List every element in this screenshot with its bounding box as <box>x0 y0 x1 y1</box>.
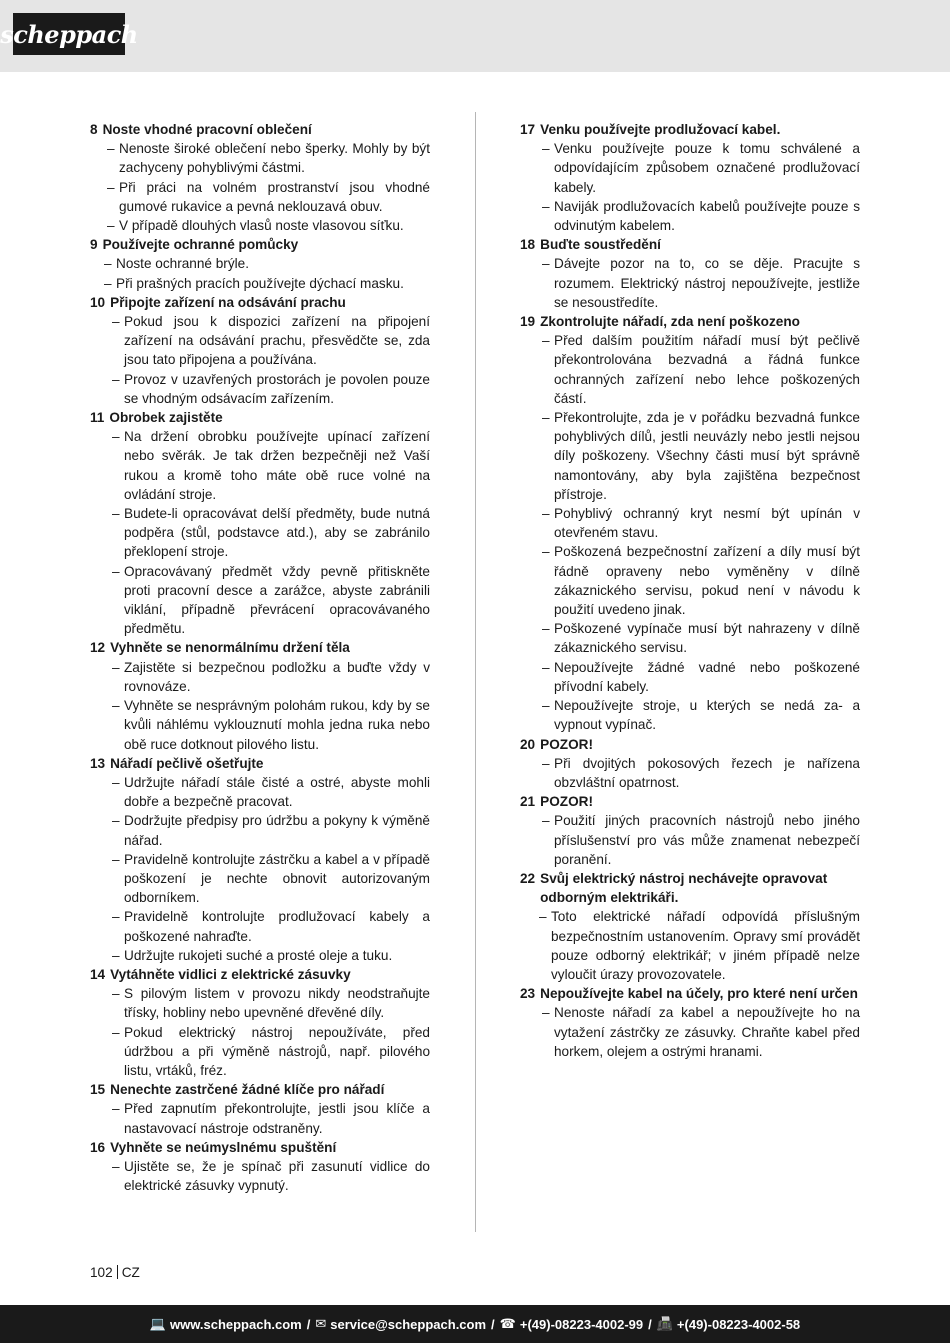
dash-bullet: – <box>112 506 120 522</box>
list-item-text: Nepoužívejte žádné vadné nebo poškozené přívodní kabely. <box>554 659 860 694</box>
contact-text: +(49)-08223-4002-99 <box>519 1316 644 1332</box>
section-number: 11 <box>90 410 105 426</box>
list-item-text: Toto elektrické nářadí odpovídá příslušným bezpečnostním ustanovením. Opravy smí provádět pouze odborný elektrikář; v jiném případě nelze vyloučit úrazy provozovatele. <box>551 909 860 982</box>
section-number: 17 <box>520 122 536 137</box>
safety-section-19 <box>520 312 860 734</box>
list-item <box>90 254 430 273</box>
list-item-text: Nenoste nářadí za kabel a nepoužívejte ho na vytažení zástrčky ze zásuvky. Chraňte kabel před horkem, olejem a ostrými hranami. <box>554 1005 860 1059</box>
section-heading <box>90 408 430 427</box>
section-number: 10 <box>90 294 106 310</box>
list-item <box>90 178 430 216</box>
section-heading <box>520 735 860 754</box>
list-item <box>520 696 860 734</box>
list-item-text: Při práci na volném prostranství jsou vhodné gumové rukavice a pevná neklouzavá obuv. <box>119 179 430 214</box>
list-item <box>520 254 860 312</box>
dash-bullet: – <box>542 410 550 426</box>
list-item <box>90 1157 430 1195</box>
fax-icon: 📠 <box>656 1316 673 1331</box>
safety-section-9 <box>90 235 430 293</box>
dash-bullet: – <box>107 179 115 195</box>
list-item <box>90 658 430 696</box>
list-item-text: Při dvojitých pokosových řezech je nařízena obzvláštní opatrnost. <box>554 755 860 790</box>
safety-section-22 <box>520 869 860 984</box>
list-item-text: Provoz v uzavřených prostorách je povolen pouze se vhodným odsávacím zařízením. <box>124 371 430 406</box>
list-item-text: Použití jiných pracovních nástrojů nebo jiného příslušenství pro vás může znamenat nebezpečí poranění. <box>554 813 860 867</box>
section-heading <box>90 965 430 984</box>
section-number: 20 <box>520 736 536 752</box>
list-item-text: Nenoste široké oblečení nebo šperky. Mohly by být zachyceny pohyblivými částmi. <box>119 141 430 176</box>
column-divider <box>475 112 476 1232</box>
list-item <box>90 216 430 235</box>
safety-section-17 <box>520 120 860 235</box>
list-item <box>90 1099 430 1137</box>
dash-bullet: – <box>542 659 550 675</box>
contact-text: service@scheppach.com <box>330 1316 487 1332</box>
section-title: Nenechte zastrčené žádné klíče pro nářadí <box>110 1082 385 1098</box>
dash-bullet: – <box>112 986 120 1002</box>
list-item <box>90 562 430 639</box>
section-title: Nepoužívejte kabel na účely, pro které není určen <box>540 986 858 1002</box>
list-item <box>90 1023 430 1081</box>
dash-bullet: – <box>112 947 120 963</box>
section-title: Venku používejte prodlužovací kabel. <box>540 122 781 137</box>
list-item <box>90 274 430 293</box>
language-code: CZ <box>121 1265 140 1280</box>
list-item <box>90 850 430 908</box>
list-item-text: Pravidelně kontrolujte prodlužovací kabely a poškozené nahraďte. <box>124 909 430 944</box>
section-title: Používejte ochranné pomůcky <box>102 237 299 253</box>
section-number: 16 <box>90 1139 106 1155</box>
section-title: Buďte soustředění <box>540 237 661 253</box>
list-item <box>90 984 430 1022</box>
page-number-footer <box>90 1265 140 1280</box>
list-item-text: Nepoužívejte stroje, u kterých se nedá za- a vypnout vypínač. <box>554 698 860 733</box>
dash-bullet: – <box>107 141 115 157</box>
list-item <box>90 370 430 408</box>
list-item-text: Noste ochranné brýle. <box>116 256 249 272</box>
section-heading <box>520 984 860 1003</box>
list-item <box>90 312 430 370</box>
list-item <box>520 504 860 542</box>
dash-bullet: – <box>112 659 120 675</box>
dash-bullet: – <box>107 218 115 234</box>
dash-bullet: – <box>112 698 120 714</box>
list-item-text: Udržujte rukojeti suché a prosté oleje a tuku. <box>124 947 393 963</box>
list-item <box>520 754 860 792</box>
safety-section-18 <box>520 235 860 312</box>
page-number: 102 <box>90 1265 113 1280</box>
dash-bullet: – <box>542 141 550 157</box>
section-number: 21 <box>520 794 536 810</box>
list-item-text: Naviják prodlužovacích kabelů používejte pouze s odvinutým kabelem. <box>554 198 860 234</box>
dash-bullet: – <box>542 1005 550 1021</box>
list-item-text: Opracovávaný předmět vždy pevně přitiskněte proti pracovní desce a zarážce, abyste zabránili viklání, případně převrácení opracovávaného předmětu. <box>124 563 430 637</box>
dash-bullet: – <box>542 198 550 214</box>
section-number: 22 <box>520 870 536 886</box>
list-item <box>90 427 430 504</box>
list-item <box>90 946 430 965</box>
section-number: 8 <box>90 122 98 137</box>
section-heading <box>520 312 860 331</box>
section-title: POZOR! <box>540 794 593 810</box>
list-item-text: V případě dlouhých vlasů noste vlasovou síťku. <box>119 218 404 234</box>
safety-section-14 <box>90 965 430 1080</box>
dash-bullet: – <box>112 774 120 790</box>
list-item-text: Před dalším použitím nářadí musí být pečlivě překontrolována bezvadná a řádná funkce ochranných zařízení nebo lehce poškozených částí. <box>554 333 860 406</box>
list-item-text: Pokud elektrický nástroj nepoužíváte, před údržbou a při výměně nástrojů, např. pilového listu, vrtáků, fréz. <box>124 1024 430 1078</box>
left-column <box>90 120 430 1195</box>
section-number: 9 <box>90 237 98 253</box>
section-heading <box>520 120 860 139</box>
safety-section-21 <box>520 792 860 869</box>
list-item-text: Dodržujte předpisy pro údržbu a pokyny k výměně nářad. <box>124 813 430 848</box>
list-item-text: Pokud jsou k dispozici zařízení na připojení zařízení na odsávání prachu, přesvědčte se, zda jsou tato připojena a používána. <box>124 314 430 368</box>
dash-bullet: – <box>112 563 120 579</box>
list-item <box>520 1003 860 1061</box>
list-item-text: Udržujte nářadí stále čisté a ostré, abyste mohli dobře a bezpečně pracovat. <box>124 774 430 810</box>
section-heading <box>90 235 430 254</box>
contact-separator: / <box>306 1316 311 1332</box>
section-heading <box>90 638 430 657</box>
section-title: Nářadí pečlivě ošetřujte <box>110 755 264 771</box>
section-number: 19 <box>520 314 536 330</box>
section-heading <box>90 1080 430 1099</box>
section-number: 13 <box>90 755 106 771</box>
dash-bullet: – <box>104 275 112 291</box>
list-item-text: Překontrolujte, zda je v pořádku bezvadná funkce pohyblivých dílů, jestli neuvázly nebo jestli nejsou díly poškozeny. Všechny části musí být správně namontovány, aby byla zajištěna bezpečnost přístroje. <box>554 410 860 502</box>
list-item-text: Vyhněte se nesprávným polohám rukou, kdy by se kvůli náhlému vyklouznutí mohla jedna ruka nebo obě ruce dotknout pilového listu. <box>124 698 430 752</box>
section-title: POZOR! <box>540 736 593 752</box>
section-number: 15 <box>90 1082 106 1098</box>
list-item <box>90 696 430 754</box>
dash-bullet: – <box>112 909 120 925</box>
list-item-text: Před zapnutím překontrolujte, jestli jsou klíče a nastavovací nástroje odstraněny. <box>124 1101 430 1136</box>
list-item <box>90 504 430 562</box>
section-title: Připojte zařízení na odsávání prachu <box>110 294 346 310</box>
list-item-text: Venku používejte pouze k tomu schválené a odpovídajícím způsobem označené prodlužovací kabely. <box>554 141 860 195</box>
section-title: Vyhněte se nenormálnímu držení těla <box>110 640 350 656</box>
phone-icon: ☎ <box>499 1316 516 1331</box>
dash-bullet: – <box>112 371 120 387</box>
section-number: 23 <box>520 986 536 1002</box>
list-item <box>520 139 860 197</box>
list-item <box>520 408 860 504</box>
dash-bullet: – <box>112 813 120 829</box>
safety-section-11 <box>90 408 430 638</box>
scheppach-logo: scheppach <box>13 13 125 55</box>
right-column <box>520 120 860 1061</box>
list-item-text: Pravidelně kontrolujte zástrčku a kabel a v případě poškození je nechte obnovit autorizovaným odborníkem. <box>124 851 430 906</box>
dash-bullet: – <box>112 1158 120 1174</box>
safety-section-10 <box>90 293 430 408</box>
section-heading <box>90 120 430 139</box>
section-number: 18 <box>520 237 536 253</box>
list-item-text: Na držení obrobku používejte upínací zařízení nebo svěrák. Je tak držen bezpečněji než Vaší rukou a kromě toho máte obě ruce volné na ovládání stroje. <box>124 429 430 502</box>
dash-bullet: – <box>542 544 550 560</box>
safety-section-8 <box>90 120 430 235</box>
list-item <box>520 811 860 869</box>
dash-bullet: – <box>112 314 120 330</box>
list-item-text: Dávejte pozor na to, co se děje. Pracujte s rozumem. Elektrický nástroj nepoužívejte, jestliže se nesoustředíte. <box>554 256 860 310</box>
dash-bullet: – <box>112 429 120 445</box>
mail-icon: ✉ <box>315 1316 327 1331</box>
section-title: Zkontrolujte nářadí, zda není poškozeno <box>540 314 800 330</box>
list-item <box>90 139 430 177</box>
section-heading <box>520 869 860 907</box>
page-header <box>0 0 950 72</box>
list-item-text: Poškozená bezpečnostní zařízení a díly musí být řádně opraveny nebo vyměněny v dílně zákaznického servisu, pokud není v návodu k použití uvedeno jinak. <box>554 544 860 618</box>
safety-section-16 <box>90 1138 430 1196</box>
list-item <box>90 773 430 811</box>
safety-section-12 <box>90 638 430 753</box>
list-item-text: Ujistěte se, že je spínač při zasunutí vidlice do elektrické zásuvky vypnutý. <box>124 1158 430 1194</box>
section-title: Noste vhodné pracovní oblečení <box>102 122 312 137</box>
list-item <box>520 331 860 408</box>
contact-text: www.scheppach.com <box>170 1316 302 1332</box>
contact-footer-bar <box>0 1305 950 1343</box>
list-item-text: Budete-li opracovávat delší předměty, bude nutná podpěra (stůl, podstavce atd.), aby se zabránilo překlopení stroje. <box>124 506 430 560</box>
list-item-text: Pohyblivý ochranný kryt nesmí být upínán v otevřeném stavu. <box>554 506 860 541</box>
dash-bullet: – <box>112 1101 120 1117</box>
dash-bullet: – <box>542 813 550 829</box>
list-item <box>90 811 430 849</box>
list-item <box>520 907 860 984</box>
section-title: Vytáhněte vidlici z elektrické zásuvky <box>110 966 351 982</box>
list-item <box>520 542 860 619</box>
computer-icon: 💻 <box>149 1316 167 1331</box>
list-item <box>520 658 860 696</box>
list-item-text: Zajistěte si bezpečnou podložku a buďte vždy v rovnováze. <box>124 659 430 694</box>
section-heading <box>90 1138 430 1157</box>
safety-section-20 <box>520 735 860 793</box>
dash-bullet: – <box>539 909 547 925</box>
safety-section-15 <box>90 1080 430 1138</box>
dash-bullet: – <box>112 851 120 867</box>
safety-section-23 <box>520 984 860 1061</box>
safety-section-13 <box>90 754 430 965</box>
dash-bullet: – <box>104 256 112 272</box>
section-title: Svůj elektrický nástroj nechávejte opravovat odborným elektrikáři. <box>540 870 828 906</box>
list-item <box>90 907 430 945</box>
list-item-text: Při prašných pracích používejte dýchací masku. <box>116 275 404 291</box>
list-item <box>520 197 860 235</box>
dash-bullet: – <box>112 1024 120 1040</box>
section-heading <box>90 754 430 773</box>
section-number: 14 <box>90 966 106 982</box>
dash-bullet: – <box>542 698 550 714</box>
dash-bullet: – <box>542 621 550 637</box>
contact-text: +(49)-08223-4002-58 <box>676 1316 801 1332</box>
section-heading <box>90 293 430 312</box>
dash-bullet: – <box>542 755 550 771</box>
section-heading <box>520 792 860 811</box>
dash-bullet: – <box>542 256 550 272</box>
section-title: Obrobek zajistěte <box>109 410 223 426</box>
section-title: Vyhněte se neúmyslnému spuštění <box>110 1139 337 1155</box>
dash-bullet: – <box>542 333 550 349</box>
dash-bullet: – <box>542 506 550 522</box>
list-item-text: S pilovým listem v provozu nikdy neodstraňujte třísky, hobliny nebo upevněné dřevěné díly. <box>124 986 430 1021</box>
section-number: 12 <box>90 640 106 656</box>
contact-separator: / <box>491 1316 495 1332</box>
page-separator <box>117 1265 118 1279</box>
list-item <box>520 619 860 657</box>
section-heading <box>520 235 860 254</box>
contact-separator: / <box>648 1316 652 1332</box>
list-item-text: Poškozené vypínače musí být nahrazeny v dílně zákaznického servisu. <box>554 621 860 656</box>
